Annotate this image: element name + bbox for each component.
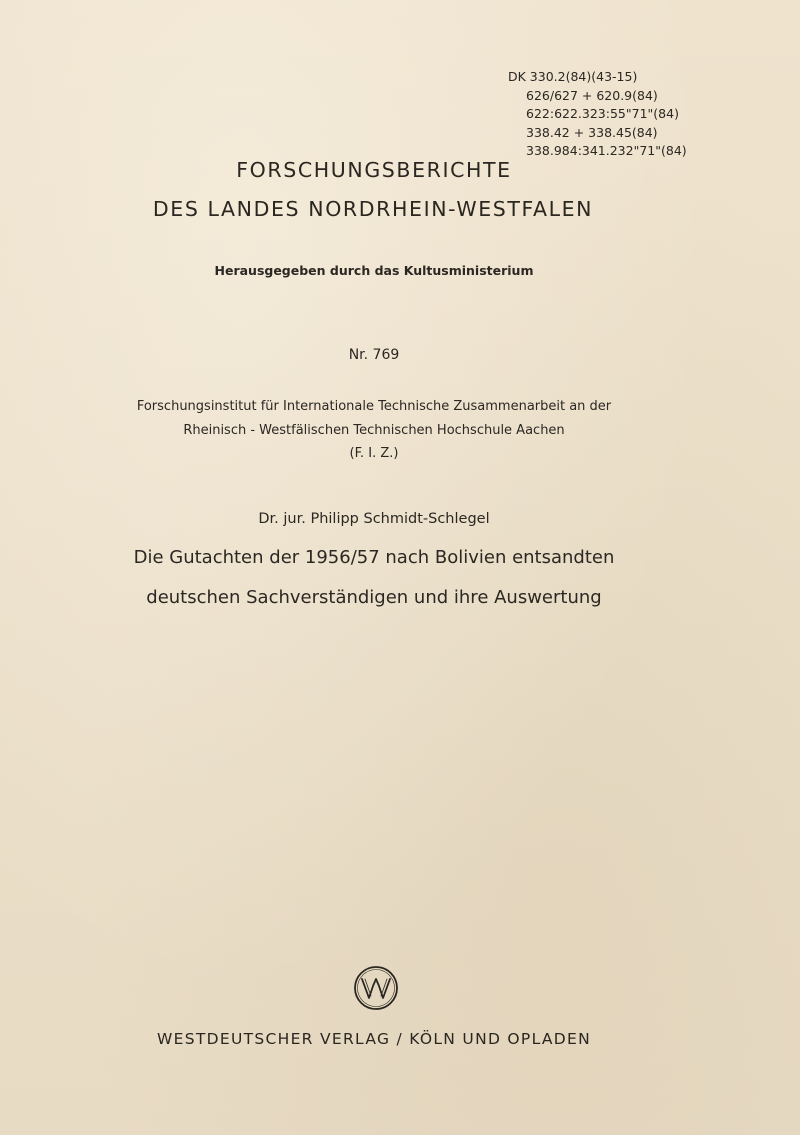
udc-line: 338.42 + 338.45(84) (526, 124, 658, 140)
publisher-note: Herausgegeben durch das Kultusministerium (214, 263, 534, 278)
institute-abbreviation: (F. I. Z.) (349, 446, 399, 461)
book-title-line1: Die Gutachten der 1956/57 nach Bolivien entsandten (133, 547, 615, 568)
series-title-line2: DES LANDES NORDRHEIN-WESTFALEN (152, 197, 594, 221)
institute-line2: Rheinisch - Westfälischen Technischen Hochschule Aachen (183, 423, 565, 438)
udc-line: 338.984:341.232"71"(84) (526, 143, 687, 159)
udc-line: 626/627 + 620.9(84) (526, 87, 658, 103)
udc-line: 622:622.323:55"71"(84) (526, 106, 679, 122)
author-name: Dr. jur. Philipp Schmidt-Schlegel (258, 511, 490, 527)
udc-classification-block (508, 68, 687, 161)
udc-line: DK 330.2(84)(43-15) (508, 69, 638, 84)
publisher-imprint: WESTDEUTSCHER VERLAG / KÖLN UND OPLADEN (157, 1030, 591, 1048)
publisher-w-logo-icon (353, 965, 399, 1011)
series-number: Nr. 769 (348, 347, 400, 363)
book-title-line2: deutschen Sachverständigen und ihre Auswertung (146, 587, 602, 608)
institute-line1: Forschungsinstitut für Internationale Technische Zusammenarbeit an der (136, 399, 612, 414)
series-title-line1: FORSCHUNGSBERICHTE (236, 158, 512, 182)
